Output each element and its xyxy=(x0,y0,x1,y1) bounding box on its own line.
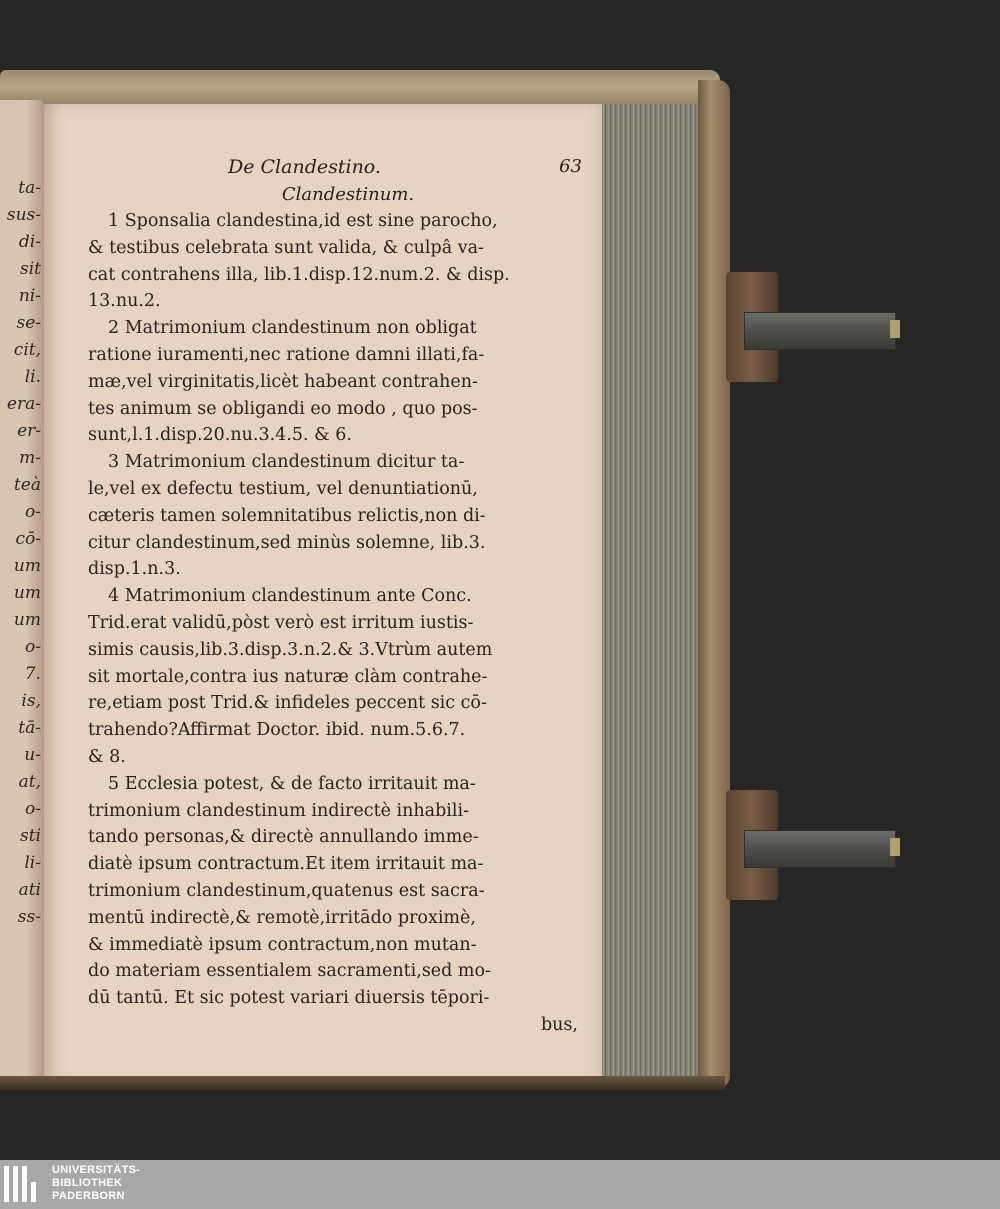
text-line: Trid.erat validū,pòst verò est irritum iustis- xyxy=(88,612,474,633)
left-page-fragment: li. xyxy=(24,367,41,387)
text-line: disp.1.n.3. xyxy=(88,559,181,580)
book-cover-bottom xyxy=(0,1076,725,1090)
left-page-fragment: sti xyxy=(20,826,41,846)
text-line: do materiam essentialem sacramenti,sed mo- xyxy=(88,961,491,982)
left-page-fragment: se- xyxy=(16,313,41,333)
text-line: diatè ipsum contractum.Et item irritauit ma- xyxy=(88,854,484,875)
clasp-plate xyxy=(744,312,896,350)
text-line: dū tantū. Et sic potest variari diuersis tēpori- xyxy=(88,988,490,1009)
text-line: tando personas,& directè annullando imme- xyxy=(88,827,479,848)
lower-clasp xyxy=(726,790,896,852)
left-page-fragment: ss- xyxy=(17,907,41,927)
left-page-fragment: era- xyxy=(6,394,41,414)
left-page-fragment: o- xyxy=(25,637,41,657)
left-page-fragment: u- xyxy=(24,745,41,765)
text-line: ratione iuramenti,nec ratione damni illati,fa- xyxy=(88,344,485,365)
text-line: & immediatè ipsum contractum,non mutan- xyxy=(88,934,477,955)
text-line: sunt,l.1.disp.20.nu.3.4.5. & 6. xyxy=(88,425,352,446)
left-page-fragment: li- xyxy=(24,853,41,873)
text-line: le,vel ex defectu testium, vel denuntiationū, xyxy=(88,478,478,499)
text-line: 5 Ecclesia potest, & de facto irritauit ma- xyxy=(108,773,476,794)
paragraphs xyxy=(88,208,588,1012)
left-page-fragment: o- xyxy=(25,502,41,522)
text-line: & testibus celebrata sunt valida, & culpâ va- xyxy=(88,237,484,258)
text-line: 4 Matrimonium clandestinum ante Conc. xyxy=(108,586,472,607)
left-page-fragment: sus- xyxy=(6,205,41,225)
page-text xyxy=(88,154,588,1039)
text-line: mentū indirectè,& remotè,irritādo proximè, xyxy=(88,907,476,928)
left-page-fragment: cit, xyxy=(13,340,41,360)
text-line: trimonium clandestinum indirectè inhabili- xyxy=(88,800,470,821)
paragraph xyxy=(88,583,588,771)
left-page-fragment: ta- xyxy=(18,178,41,198)
left-page-fragment: um xyxy=(13,556,41,576)
catchword: bus, xyxy=(540,1014,578,1035)
running-title: De Clandestino. xyxy=(228,156,381,178)
text-line: sit mortale,contra ius naturæ clàm contrahe- xyxy=(88,666,488,687)
running-head xyxy=(88,154,588,182)
text-line: 1 Sponsalia clandestina,id est sine parocho, xyxy=(108,211,498,231)
left-page-fragment: sit xyxy=(20,259,41,279)
left-page-fragment: ni- xyxy=(18,286,41,306)
paragraph xyxy=(88,208,588,315)
text-line: tes animum se obligandi eo modo , quo pos- xyxy=(88,398,478,419)
paragraph xyxy=(88,771,588,1012)
left-page-fragment: ati xyxy=(18,880,41,900)
left-page-fragment: at, xyxy=(18,772,41,792)
text-line: citur clandestinum,sed minùs solemne, lib.3. xyxy=(88,532,486,553)
text-line: trimonium clandestinum,quatenus est sacra- xyxy=(88,880,485,901)
left-page-fragment: um xyxy=(13,610,41,630)
library-logo-icon xyxy=(4,1166,44,1202)
left-page-fragment: m- xyxy=(19,448,41,468)
text-line: & 8. xyxy=(88,746,126,767)
clasp-plate xyxy=(744,830,896,868)
clasp-hook xyxy=(890,838,900,856)
text-line: 3 Matrimonium clandestinum dicitur ta- xyxy=(108,452,465,473)
text-line: 2 Matrimonium clandestinum non obligat xyxy=(108,318,477,339)
text-line: trahendo?Affirmat Doctor. ibid. num.5.6.7. xyxy=(88,720,466,741)
book-cover-edge xyxy=(698,80,730,1088)
paragraph xyxy=(88,315,588,449)
left-page-fragment: teà xyxy=(13,475,41,495)
left-page-fragment: er- xyxy=(17,421,41,441)
clasp-hook xyxy=(890,320,900,338)
left-page-fragment: 7. xyxy=(24,664,41,684)
text-line: cat contrahens illa, lib.1.disp.12.num.2. & disp. xyxy=(88,264,510,285)
upper-clasp xyxy=(726,272,896,334)
text-block-fore-edge xyxy=(602,104,702,1076)
page-number: 63 xyxy=(559,156,582,177)
section-title: Clandestinum. xyxy=(281,184,415,205)
text-line: re,etiam post Trid.& infideles peccent sic cō- xyxy=(88,693,487,714)
left-page-fragment: um xyxy=(13,583,41,603)
left-page-fragment: di- xyxy=(18,232,41,252)
paragraph xyxy=(88,449,588,583)
text-line: mæ,vel virginitatis,licèt habeant contrahen- xyxy=(88,371,478,392)
footer-bar xyxy=(0,1160,1000,1209)
left-page-edge xyxy=(0,100,44,1085)
left-page-fragment: cō- xyxy=(15,529,41,549)
left-page-fragment: tā- xyxy=(18,718,41,738)
library-logo-text: UNIVERSITÄTS- BIBLIOTHEK PADERBORN xyxy=(52,1164,141,1202)
left-page-fragment: is, xyxy=(21,691,41,711)
left-page-fragment: o- xyxy=(25,799,41,819)
book-page xyxy=(44,104,614,1084)
text-line: 13.nu.2. xyxy=(88,291,161,312)
text-line: simis causis,lib.3.disp.3.n.2.& 3.Vtrùm autem xyxy=(88,639,493,660)
text-line: cæteris tamen solemnitatibus relictis,non di- xyxy=(88,505,486,526)
